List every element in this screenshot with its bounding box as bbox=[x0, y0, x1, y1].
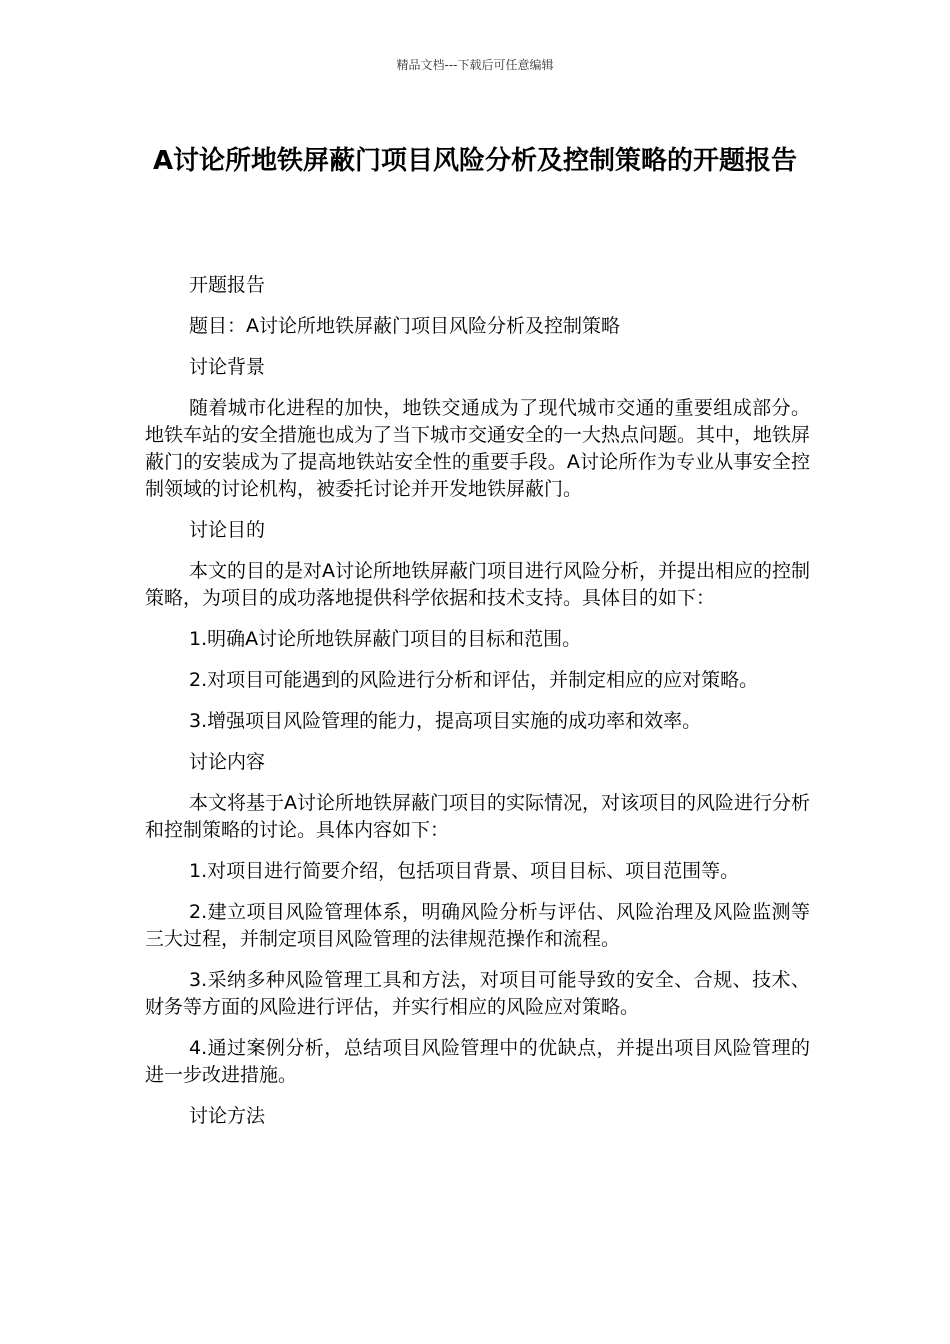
list-item: 4.通过案例分析，总结项目风险管理中的优缺点，并提出项目风险管理的进一步改进措施。 bbox=[145, 1037, 810, 1086]
document-body bbox=[145, 272, 810, 1144]
header-note: 精品文档---下载后可任意编辑 bbox=[396, 58, 554, 72]
list-item: 2.对项目可能遇到的风险进行分析和评估，并制定相应的应对策略。 bbox=[189, 669, 759, 691]
paragraph-background: 随着城市化进程的加快，地铁交通成为了现代城市交通的重要组成部分。地铁车站的安全措施也成为了当下城市交通安全的一大热点问题。其中，地铁屏蔽门的安装成为了提高地铁站安全性的重要手段。A讨论所作为专业从事安全控制领域的讨论机构，被委托讨论并开发地铁屏蔽门。 bbox=[145, 397, 811, 500]
heading-content: 讨论内容 bbox=[189, 751, 266, 773]
list-item: 3.采纳多种风险管理工具和方法，对项目可能导致的安全、合规、技术、财务等方面的风险进行评估，并实行相应的风险应对策略。 bbox=[145, 969, 810, 1018]
list-item: 2.建立项目风险管理体系，明确风险分析与评估、风险治理及风险监测等三大过程，并制定项目风险管理的法律规范操作和流程。 bbox=[145, 901, 810, 950]
heading-background: 讨论背景 bbox=[189, 356, 266, 378]
list-item: 3.增强项目风险管理的能力，提高项目实施的成功率和效率。 bbox=[189, 710, 702, 732]
list-item: 1.对项目进行简要介绍，包括项目背景、项目目标、项目范围等。 bbox=[189, 860, 740, 882]
section-label-report: 开题报告 bbox=[189, 274, 266, 296]
heading-method: 讨论方法 bbox=[189, 1105, 266, 1127]
paragraph-content: 本文将基于A讨论所地铁屏蔽门项目的实际情况，对该项目的风险进行分析和控制策略的讨论。具体内容如下： bbox=[145, 792, 810, 841]
topic-line: 题目：A讨论所地铁屏蔽门项目风险分析及控制策略 bbox=[189, 315, 620, 337]
heading-purpose: 讨论目的 bbox=[189, 519, 266, 541]
paragraph-purpose: 本文的目的是对A讨论所地铁屏蔽门项目进行风险分析，并提出相应的控制策略，为项目的成功落地提供科学依据和技术支持。具体目的如下： bbox=[145, 560, 810, 609]
document-title: A讨论所地铁屏蔽门项目风险分析及控制策略的开题报告 bbox=[152, 146, 798, 176]
list-item: 1.明确A讨论所地铁屏蔽门项目的目标和范围。 bbox=[189, 628, 582, 650]
